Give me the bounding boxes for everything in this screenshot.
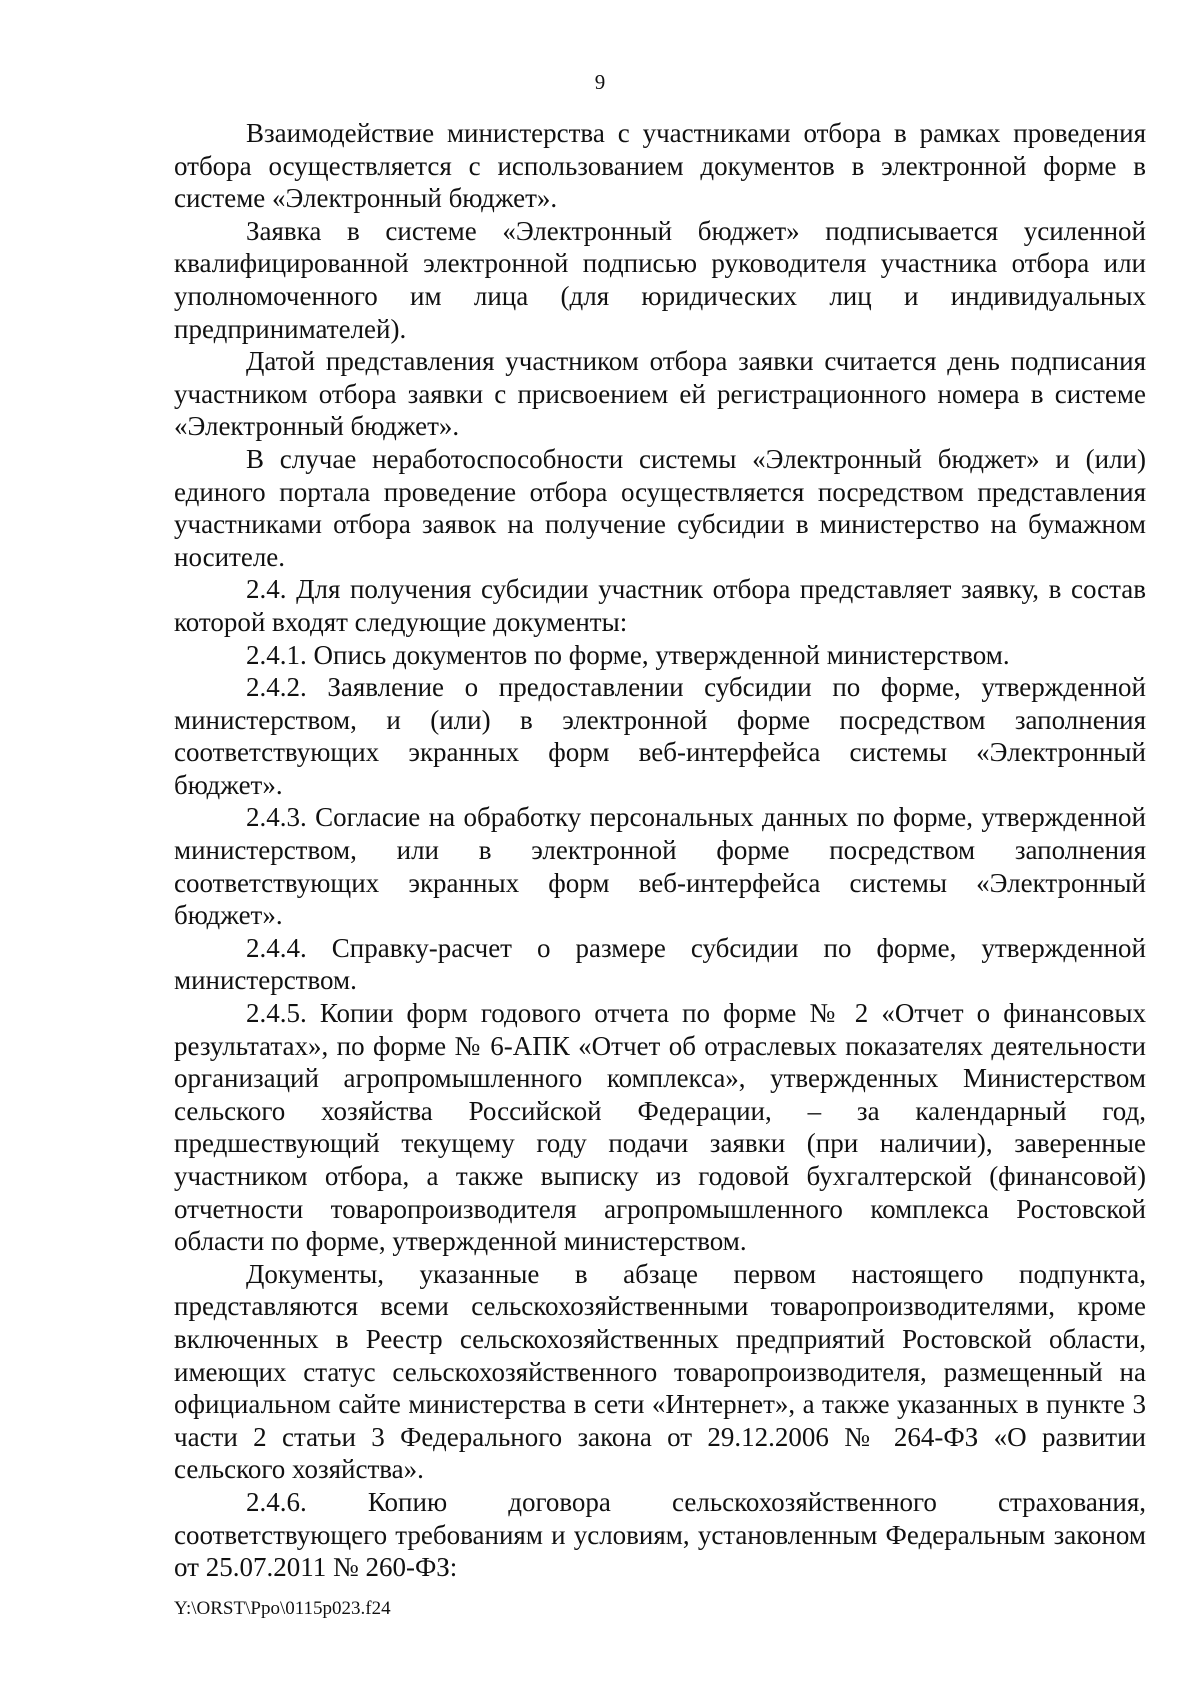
paragraph-application-signature: Заявка в системе «Электронный бюджет» подписывается усиленной квалифицированной электронной подписью руководителя участника отбора или уполномоченного им лица (для юридических лиц и индивидуальных предпринимателей). (174, 215, 1146, 344)
paragraph-2-4-3: 2.4.3. Согласие на обработку персональных данных по форме, утвержденной министерством, или в электронной форме посредством заполнения соответствующих экранных форм веб-интерфейса системы «Электронный бюджет». (174, 802, 1146, 931)
paragraph-2-4-2: 2.4.2. Заявление о предоставлении субсидии по форме, утвержденной министерством, и (или) в электронной форме посредством заполнения соответствующих экранных форм веб-интерфейса системы «Электронный бюджет». (174, 672, 1146, 800)
paragraph-2-4-5: 2.4.5. Копии форм годового отчета по форме № 2 «Отчет о финансовых результатах», по форме № 6-АПК «Отчет об отраслевых показателях деятельности организаций агропромышленного комплекса», утвержденных Министерством сельского хозяйства Российской Федерации, – за календарный год, предшествующий текущему году подачи заявки (при наличии), заверенные участником отбора, а также выписку из годовой бухгалтерской (финансовой) отчетности товаропроизводителя агропромышленного комплекса Ростовской области по форме, утвержденной министерством. (174, 998, 1146, 1257)
paragraph-submission-date: Датой представления участником отбора заявки считается день подписания участником отбора заявки с присвоением ей регистрационного номера в системе «Электронный бюджет». (174, 346, 1146, 442)
paragraph-2-4-6: 2.4.6. Копию договора сельскохозяйственного страхования, соответствующего требованиям и условиям, установленным Федеральным законом от 25.07.2011 № 260-ФЗ: (174, 1486, 1146, 1583)
paragraph-2-4-1: 2.4.1. Опись документов по форме, утвержденной министерством. (246, 639, 1010, 670)
paragraph-2-4: 2.4. Для получения субсидии участник отбора представляет заявку, в состав которой входят следующие документы: (174, 574, 1146, 637)
paragraph-interaction: Взаимодействие министерства с участниками отбора в рамках проведения отбора осуществляется с использованием документов в электронной форме в системе «Электронный бюджет». (174, 118, 1146, 214)
footer-file-path: Y:\ORST\Ppo\0115p023.f24 (174, 1598, 391, 1619)
page-number: 9 (594, 70, 606, 94)
paragraph-2-4-4: 2.4.4. Справку-расчет о размере субсидии по форме, утвержденной министерством. (174, 932, 1146, 996)
paragraph-documents-note: Документы, указанные в абзаце первом настоящего подпункта, представляются всеми сельскохозяйственными товаропроизводителями, кроме включенных в Реестр сельскохозяйственных предприятий Ростовской области, имеющих статус сельскохозяйственного товаропроизводителя, размещенный на официальном сайте министерства в сети «Интернет», а также указанных в пункте 3 части 2 статьи 3 Федерального закона от 29.12.2006 № 264-ФЗ «О развитии сельского хозяйства». (174, 1258, 1146, 1485)
paragraph-system-failure: В случае неработоспособности системы «Электронный бюджет» и (или) единого портала проведение отбора осуществляется посредством представления участниками отбора заявок на получение субсидии в министерство на бумажном носителе. (174, 443, 1146, 572)
document-body (174, 117, 1146, 1584)
